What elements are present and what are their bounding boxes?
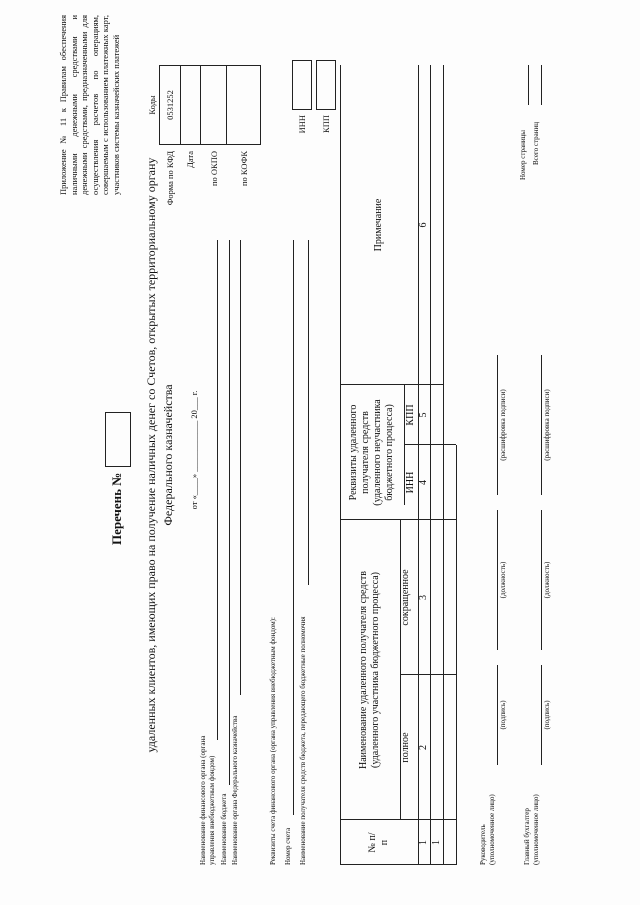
title-subtitle-1: удаленных клиентов, имеющих право на получение наличных денег со Счетов, открытых территориальному органу xyxy=(144,157,158,753)
chief-decoding-caption: (расшифровка подписи) xyxy=(543,389,551,461)
kfd-label: Форма по КФД xyxy=(165,151,175,206)
fk-body-label: Наименование органа Федерального казначейства xyxy=(231,715,239,865)
fin-body-label-2: управления внебюджетным фондом) xyxy=(208,755,216,865)
col-number-2: 2 xyxy=(418,745,429,750)
fin-body-label-1: Наименование финансового органа (органа xyxy=(199,735,207,865)
kfd-code: 0531252 xyxy=(165,90,175,120)
page-number-label: Номер страницы xyxy=(519,129,527,180)
recipient-label: Наименование получателя средств бюджета, передающего бюджетные полномочия xyxy=(299,616,307,865)
codes-header: Коды xyxy=(147,95,157,115)
chief-label-1: Главный бухгалтер xyxy=(523,808,531,865)
date-code-label: Дата xyxy=(185,151,195,168)
chief-position-caption: (должность) xyxy=(543,561,551,599)
head-decoding-caption: (расшифровка подписи) xyxy=(499,389,507,461)
head-label-1: Руководитель xyxy=(479,824,487,865)
col-full-header: полное xyxy=(400,732,411,763)
title-prefix: Перечень № xyxy=(109,472,124,545)
col-number-4: 4 xyxy=(418,480,429,485)
chief-label-2: (уполномоченное лицо) xyxy=(532,794,540,865)
requisites-label: Реквизиты счета финансового органа (органа управления внебюджетным фондом): xyxy=(269,617,277,865)
budget-label: Наименование бюджета xyxy=(220,793,228,865)
appendix-note: Приложение № 11 к Правилам обеспечения наличными денежными средствами и денежными средствами, предназначенными для осуществления расчетов по операциям, совершаемым с использованием платежных карт, участников системы казначейских платежей xyxy=(58,15,121,195)
account-label: Номер счета xyxy=(284,827,292,865)
col-number-1: 1 xyxy=(418,840,429,845)
col-requisites-header: Реквизиты удаленного получателя средств (удаленного неучастника бюджетного процесса) xyxy=(348,399,395,506)
col-name-header: Наименование удаленного получателя средств (удаленного участника бюджетного процесса) xyxy=(358,571,381,769)
title-subtitle-2: Федерального казначейства xyxy=(161,384,175,526)
kpp-label: КПП xyxy=(321,115,331,133)
kofk-label: по КОФК xyxy=(239,151,249,187)
col-num-header: № п/п xyxy=(367,832,390,853)
head-label-2: (уполномоченное лицо) xyxy=(488,794,496,865)
col-short-header: сокращенное xyxy=(400,569,411,626)
inn-label: ИНН xyxy=(297,115,307,134)
col-inn-header: ИНН xyxy=(405,471,416,494)
chief-signature-caption: (подпись) xyxy=(543,700,551,730)
col-note-header: Примечание xyxy=(373,198,384,252)
kpp-box xyxy=(316,60,336,110)
col-number-6: 6 xyxy=(418,222,429,228)
okpo-label: по ОКПО xyxy=(209,151,219,187)
col-number-5: 5 xyxy=(418,412,429,418)
number-box xyxy=(105,412,131,467)
col-kpp-header: КПП xyxy=(405,404,416,426)
inn-box xyxy=(292,60,312,110)
date-line: от «____» ____________ 20___ г. xyxy=(189,390,199,510)
table-row-1-num: 1 xyxy=(430,840,442,845)
head-position-caption: (должность) xyxy=(499,561,507,599)
col-number-3: 3 xyxy=(418,595,429,600)
head-signature-caption: (подпись) xyxy=(499,700,507,730)
total-pages-label: Всего страниц xyxy=(532,121,540,165)
